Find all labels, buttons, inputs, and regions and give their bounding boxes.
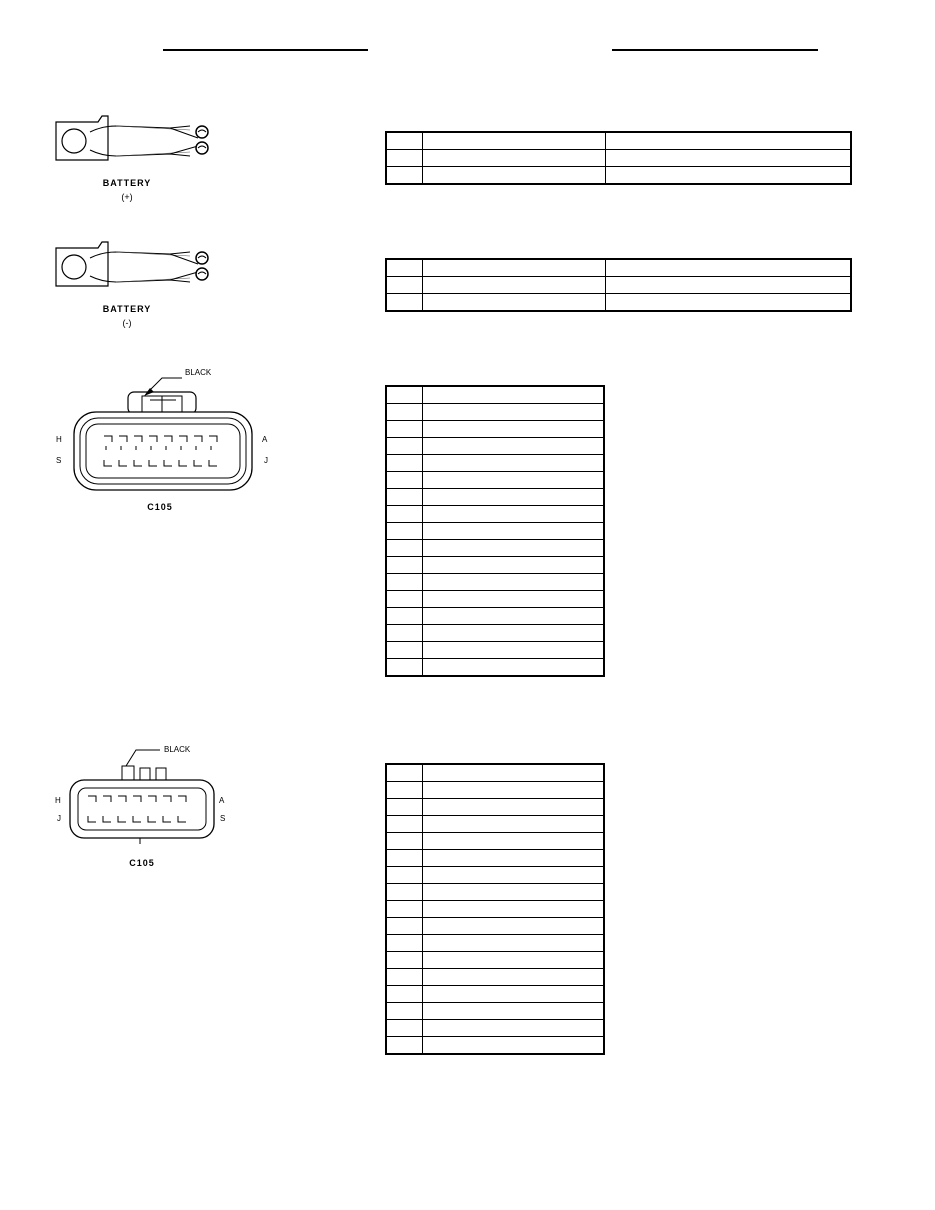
battery-terminal-icon xyxy=(50,110,270,190)
table-row xyxy=(386,867,604,884)
pin-letter-top-left: H xyxy=(55,796,61,805)
table-row xyxy=(386,132,851,150)
pin-letter-bottom-left: S xyxy=(56,456,62,465)
table-row xyxy=(386,884,604,901)
table-row xyxy=(386,574,604,591)
table-row xyxy=(386,438,604,455)
table-row xyxy=(386,472,604,489)
table-row xyxy=(386,1020,604,1037)
table-row xyxy=(386,952,604,969)
pin-letter-bottom-left: J xyxy=(57,814,61,823)
table-row xyxy=(386,782,604,799)
table-row xyxy=(386,540,604,557)
pin-table-battery-positive xyxy=(385,131,852,185)
table-row xyxy=(386,833,604,850)
connector-sublabel: (-) xyxy=(122,318,132,328)
connector-label: BATTERY xyxy=(102,178,152,188)
table-row xyxy=(386,1003,604,1020)
table-row xyxy=(386,1037,604,1055)
table-row xyxy=(386,799,604,816)
connector-label: C105 xyxy=(147,502,173,512)
pin-letter-top-right: A xyxy=(219,796,225,805)
connector-label: C105 xyxy=(129,858,155,868)
pin-table-c105-view-1 xyxy=(385,385,605,677)
table-row xyxy=(386,969,604,986)
table-row xyxy=(386,935,604,952)
table-row xyxy=(386,642,604,659)
table-row xyxy=(386,850,604,867)
table-row xyxy=(386,608,604,625)
connector-sublabel: (+) xyxy=(121,192,133,202)
table-row xyxy=(386,659,604,677)
table-row xyxy=(386,816,604,833)
table-row xyxy=(386,167,851,185)
table-row xyxy=(386,489,604,506)
table-row xyxy=(386,986,604,1003)
table-row xyxy=(386,259,851,277)
table-row xyxy=(386,523,604,540)
table-row xyxy=(386,591,604,608)
table-row xyxy=(386,404,604,421)
table-row xyxy=(386,455,604,472)
table-row xyxy=(386,421,604,438)
pin-letter-top-left: H xyxy=(56,435,62,444)
connector-color-label: BLACK xyxy=(185,368,212,377)
pin-table-c105-view-2 xyxy=(385,763,605,1055)
table-row xyxy=(386,506,604,523)
header-rule-left xyxy=(163,49,368,51)
connector-color-label: BLACK xyxy=(164,745,191,754)
connector-label: BATTERY xyxy=(102,304,152,314)
connector-face-icon xyxy=(70,370,270,500)
header-rule-right xyxy=(612,49,818,51)
table-row xyxy=(386,901,604,918)
table-row xyxy=(386,294,851,312)
table-row xyxy=(386,386,604,404)
table-row xyxy=(386,625,604,642)
table-row xyxy=(386,764,604,782)
battery-terminal-icon xyxy=(50,236,270,316)
table-row xyxy=(386,150,851,167)
table-row xyxy=(386,557,604,574)
table-row xyxy=(386,277,851,294)
table-row xyxy=(386,918,604,935)
pin-table-battery-negative xyxy=(385,258,852,312)
pin-letter-top-right: A xyxy=(262,435,268,444)
pin-letter-bottom-right: J xyxy=(264,456,268,465)
pin-letter-bottom-right: S xyxy=(220,814,226,823)
connector-face-icon xyxy=(66,742,266,852)
